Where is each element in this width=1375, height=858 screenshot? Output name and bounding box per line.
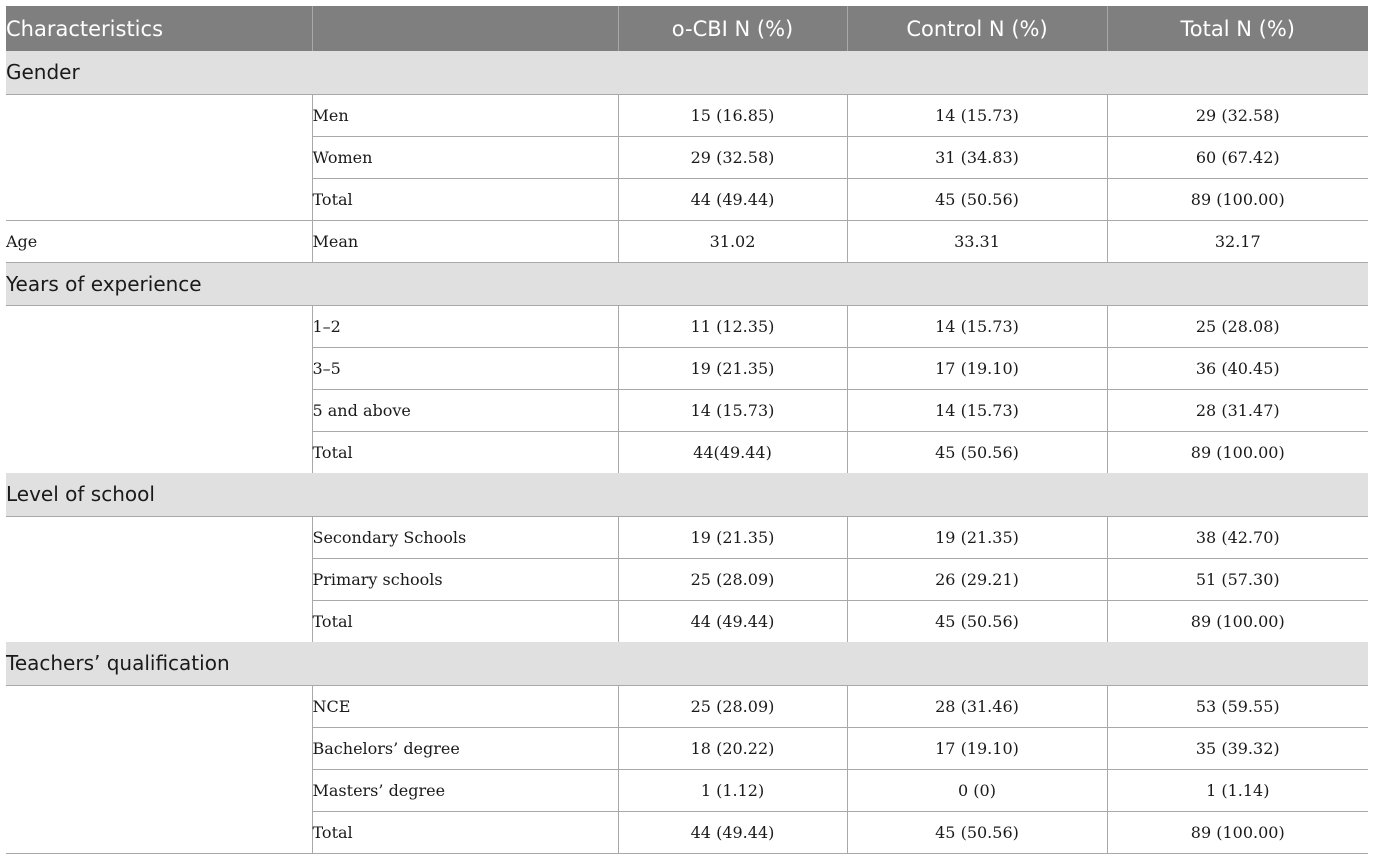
- table-row: [6, 347, 1368, 389]
- row-label: Bachelors’ degree: [312, 727, 618, 769]
- section-qualification: Teachers’ qualification: [6, 642, 1368, 685]
- cell-control: 28 (31.46): [847, 685, 1107, 727]
- table-row: [6, 178, 1368, 220]
- row-blank: [6, 727, 312, 769]
- cell-control: 45 (50.56): [847, 600, 1107, 642]
- row-label: Masters’ degree: [312, 769, 618, 811]
- cell-total: 38 (42.70): [1107, 516, 1368, 558]
- cell-total: 89 (100.00): [1107, 600, 1368, 642]
- cell-ocbi: 19 (21.35): [618, 516, 847, 558]
- cell-total: 29 (32.58): [1107, 94, 1368, 136]
- section-age: Age: [6, 220, 312, 262]
- cell-ocbi: 14 (15.73): [618, 389, 847, 431]
- header-ocbi: o-CBI N (%): [618, 6, 847, 51]
- row-blank: [6, 136, 312, 178]
- section-row: [6, 51, 1368, 94]
- cell-total: 35 (39.32): [1107, 727, 1368, 769]
- cell-total: 1 (1.14): [1107, 769, 1368, 811]
- row-label: Primary schools: [312, 558, 618, 600]
- cell-control: 19 (21.35): [847, 516, 1107, 558]
- cell-control: 14 (15.73): [847, 305, 1107, 347]
- table-row: [6, 220, 1368, 262]
- table-row: [6, 389, 1368, 431]
- table-row: [6, 685, 1368, 727]
- cell-total: 89 (100.00): [1107, 431, 1368, 473]
- cell-control: 45 (50.56): [847, 431, 1107, 473]
- cell-total: 28 (31.47): [1107, 389, 1368, 431]
- cell-ocbi: 25 (28.09): [618, 685, 847, 727]
- table-row: [6, 727, 1368, 769]
- row-blank: [6, 811, 312, 853]
- row-label: 3–5: [312, 347, 618, 389]
- table-row: [6, 94, 1368, 136]
- row-label: Total: [312, 431, 618, 473]
- cell-total: 60 (67.42): [1107, 136, 1368, 178]
- section-row: [6, 642, 1368, 685]
- cell-total: 89 (100.00): [1107, 178, 1368, 220]
- row-label: NCE: [312, 685, 618, 727]
- row-blank: [6, 178, 312, 220]
- row-label: Mean: [312, 220, 618, 262]
- header-control: Control N (%): [847, 6, 1107, 51]
- row-label: Total: [312, 178, 618, 220]
- cell-total: 36 (40.45): [1107, 347, 1368, 389]
- cell-ocbi: 15 (16.85): [618, 94, 847, 136]
- cell-control: 14 (15.73): [847, 94, 1107, 136]
- cell-total: 89 (100.00): [1107, 811, 1368, 853]
- row-label: Secondary Schools: [312, 516, 618, 558]
- cell-total: 53 (59.55): [1107, 685, 1368, 727]
- row-blank: [6, 516, 312, 558]
- row-blank: [6, 305, 312, 347]
- cell-control: 45 (50.56): [847, 811, 1107, 853]
- cell-ocbi: 1 (1.12): [618, 769, 847, 811]
- row-blank: [6, 94, 312, 136]
- cell-ocbi: 44 (49.44): [618, 178, 847, 220]
- row-blank: [6, 769, 312, 811]
- table-row: [6, 769, 1368, 811]
- header-total: Total N (%): [1107, 6, 1368, 51]
- cell-ocbi: 11 (12.35): [618, 305, 847, 347]
- cell-total: 51 (57.30): [1107, 558, 1368, 600]
- section-gender: Gender: [6, 51, 1368, 94]
- cell-ocbi: 19 (21.35): [618, 347, 847, 389]
- table-row: [6, 558, 1368, 600]
- cell-ocbi: 44 (49.44): [618, 600, 847, 642]
- row-blank: [6, 389, 312, 431]
- row-label: Men: [312, 94, 618, 136]
- cell-total: 32.17: [1107, 220, 1368, 262]
- cell-control: 31 (34.83): [847, 136, 1107, 178]
- cell-ocbi: 31.02: [618, 220, 847, 262]
- row-label: 5 and above: [312, 389, 618, 431]
- cell-control: 0 (0): [847, 769, 1107, 811]
- table-row: [6, 811, 1368, 853]
- section-school: Level of school: [6, 473, 1368, 516]
- section-row: [6, 473, 1368, 516]
- characteristics-table: [6, 6, 1368, 854]
- row-label: Women: [312, 136, 618, 178]
- cell-ocbi: 18 (20.22): [618, 727, 847, 769]
- row-label: Total: [312, 811, 618, 853]
- table-row: [6, 516, 1368, 558]
- cell-control: 17 (19.10): [847, 347, 1107, 389]
- cell-control: 14 (15.73): [847, 389, 1107, 431]
- cell-total: 25 (28.08): [1107, 305, 1368, 347]
- row-label: Total: [312, 600, 618, 642]
- row-blank: [6, 600, 312, 642]
- section-row: [6, 262, 1368, 305]
- header-characteristics: Characteristics: [6, 6, 312, 51]
- header-subcategory: [312, 6, 618, 51]
- row-blank: [6, 685, 312, 727]
- row-label: 1–2: [312, 305, 618, 347]
- cell-control: 17 (19.10): [847, 727, 1107, 769]
- cell-control: 33.31: [847, 220, 1107, 262]
- table-row: [6, 431, 1368, 473]
- row-blank: [6, 558, 312, 600]
- row-blank: [6, 431, 312, 473]
- cell-control: 45 (50.56): [847, 178, 1107, 220]
- cell-ocbi: 44 (49.44): [618, 811, 847, 853]
- cell-ocbi: 44(49.44): [618, 431, 847, 473]
- section-experience: Years of experience: [6, 262, 1368, 305]
- header-row: [6, 6, 1368, 51]
- table-row: [6, 305, 1368, 347]
- table-row: [6, 600, 1368, 642]
- cell-ocbi: 29 (32.58): [618, 136, 847, 178]
- cell-control: 26 (29.21): [847, 558, 1107, 600]
- row-blank: [6, 347, 312, 389]
- cell-ocbi: 25 (28.09): [618, 558, 847, 600]
- table-row: [6, 136, 1368, 178]
